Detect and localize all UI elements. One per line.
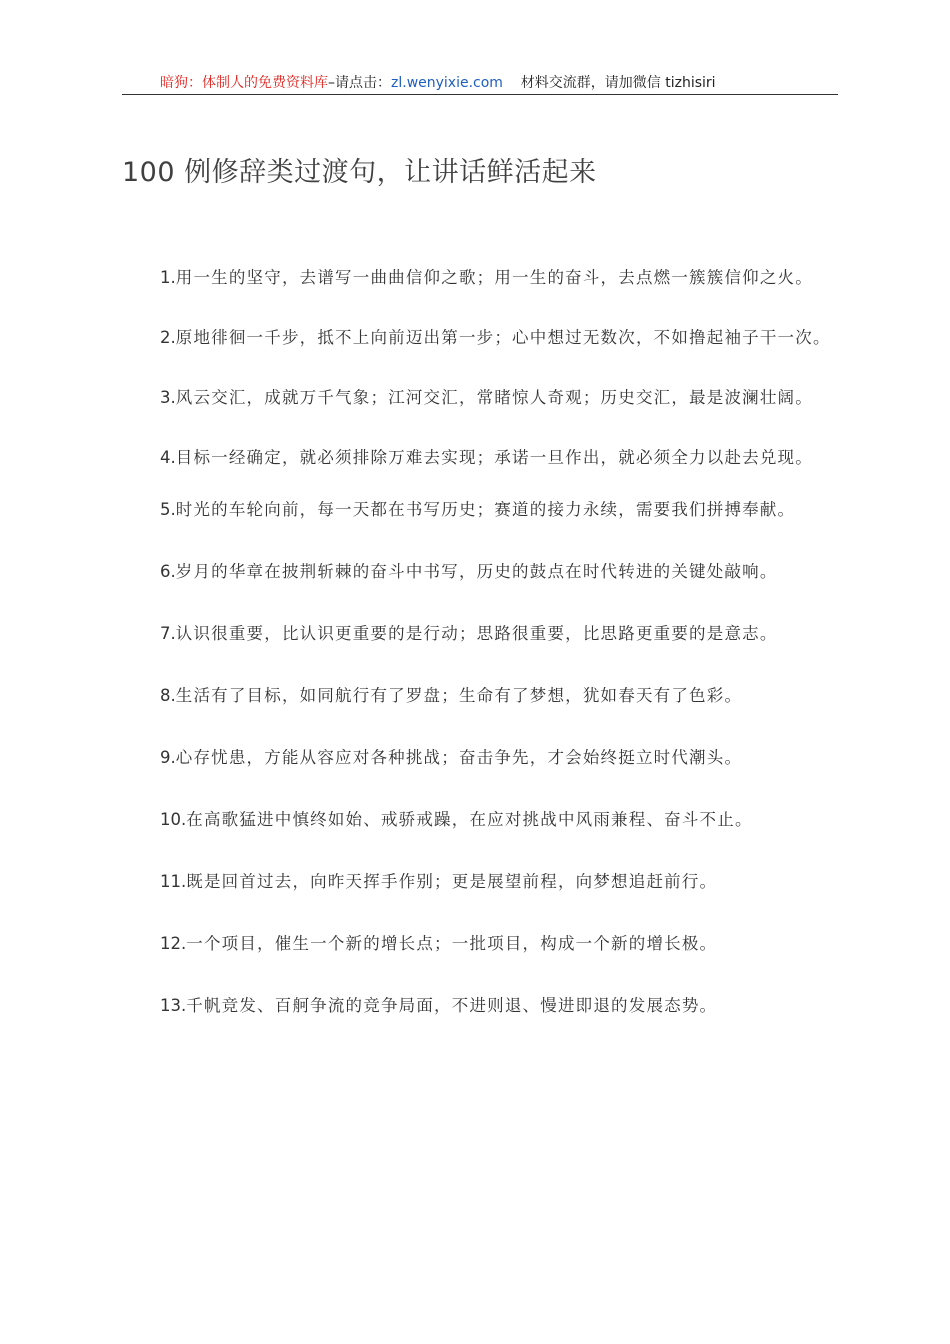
list-item: 7.认识很重要，比认识更重要的是行动；思路很重要，比思路更重要的是意志。 (160, 624, 778, 643)
page-header (122, 70, 838, 95)
document-title: 100 例修辞类过渡句，让讲话鲜活起来 (122, 157, 597, 188)
list-item: 1.用一生的坚守，去谱写一曲曲信仰之歌；用一生的奋斗，去点燃一簇簇信仰之火。 (160, 268, 813, 287)
list-item: 13.千帆竞发、百舸争流的竞争局面，不进则退、慢进即退的发展态势。 (160, 996, 718, 1015)
list-item: 9.心存忧患，方能从容应对各种挑战；奋击争先，才会始终挺立时代潮头。 (160, 748, 743, 767)
list-item: 6.岁月的华章在披荆斩棘的奋斗中书写，历史的鼓点在时代转进的关键处敲响。 (160, 562, 778, 581)
document-body (122, 254, 838, 1052)
list-item: 8.生活有了目标，如同航行有了罗盘；生命有了梦想，犹如春天有了色彩。 (160, 686, 743, 705)
list-item: 10.在高歌猛进中慎终如始、戒骄戒躁，在应对挑战中风雨兼程、奋斗不止。 (160, 810, 753, 829)
header-link[interactable]: zl.wenyixie.com (391, 75, 503, 91)
list-item: 5.时光的车轮向前，每一天都在书写历史；赛道的接力永续，需要我们拼搏奉献。 (160, 500, 796, 519)
list-item: 4.目标一经确定，就必须排除万难去实现；承诺一旦作出，就必须全力以赴去兑现。 (160, 448, 813, 467)
header-text (160, 72, 716, 92)
header-group-text: 材料交流群，请加微信 tizhisiri (520, 75, 716, 91)
list-item: 3.风云交汇，成就万千气象；江河交汇，常睹惊人奇观；历史交汇，最是波澜壮阔。 (160, 388, 813, 407)
list-item: 2.原地徘徊一千步，抵不上向前迈出第一步；心中想过无数次，不如撸起袖子干一次。 (160, 328, 831, 347)
header-brand-text: 暗狗：体制人的免费资料库 (160, 75, 328, 91)
header-click-text: –请点击： (328, 75, 391, 91)
list-item: 11.既是回首过去，向昨天挥手作别；更是展望前程，向梦想追赶前行。 (160, 872, 718, 891)
list-item: 12.一个项目，催生一个新的增长点；一批项目，构成一个新的增长极。 (160, 934, 718, 953)
